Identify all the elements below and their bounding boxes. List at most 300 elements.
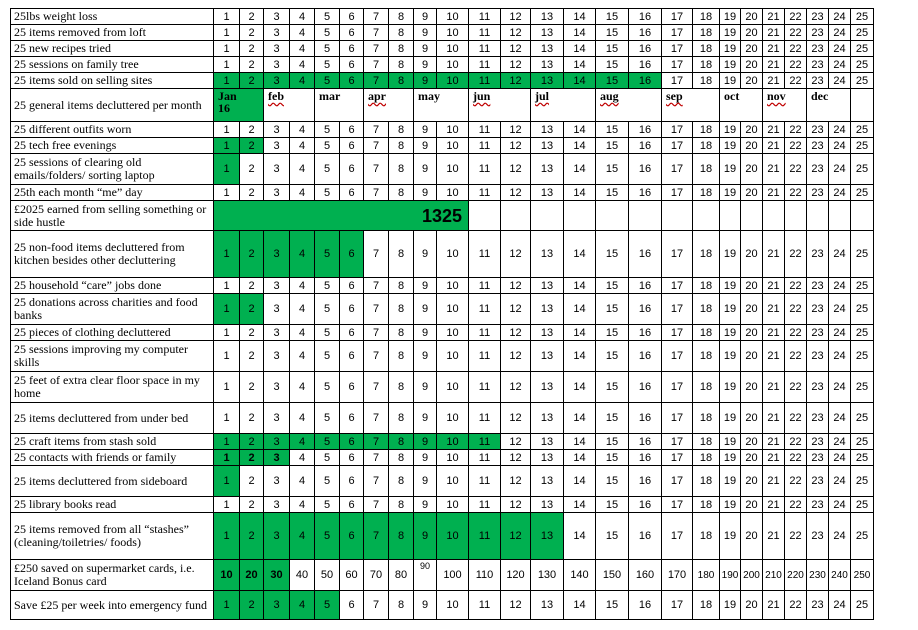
day-cell: 6 xyxy=(340,434,364,450)
day-cell: 17 xyxy=(662,41,693,57)
day-cell: 1 xyxy=(214,57,240,73)
day-cell: 10 xyxy=(437,497,469,513)
day-cell: 12 xyxy=(501,278,531,294)
day-cell: 3 xyxy=(264,341,290,372)
day-cell: 14 xyxy=(564,325,596,341)
day-cell: 16 xyxy=(629,138,662,154)
month-cell xyxy=(364,89,414,122)
day-cell: 20 xyxy=(741,497,763,513)
day-cell: 23 xyxy=(807,591,829,620)
day-cell: 20 xyxy=(741,73,763,89)
day-cell: 9 xyxy=(414,513,437,560)
day-cell: 12 xyxy=(501,138,531,154)
day-cell: 11 xyxy=(469,372,501,403)
day-cell: 15 xyxy=(596,294,629,325)
day-cell: 3 xyxy=(264,450,290,466)
day-cell: 15 xyxy=(596,57,629,73)
day-cell: 23 xyxy=(807,434,829,450)
day-cell: 2 xyxy=(240,122,264,138)
day-cell: 20 xyxy=(741,325,763,341)
day-cell: 24 xyxy=(829,41,851,57)
day-cell: 25 xyxy=(851,154,874,185)
goal-label: 25 items removed from all “stashes” (cleaning/toiletries/ foods) xyxy=(11,513,214,560)
day-cell: 14 xyxy=(564,466,596,497)
day-cell: 22 xyxy=(785,41,807,57)
day-cell: 12 xyxy=(501,325,531,341)
day-cell: 3 xyxy=(264,25,290,41)
day-cell: 9 xyxy=(414,57,437,73)
day-cell: 210 xyxy=(763,560,785,591)
day-cell: 120 xyxy=(501,560,531,591)
month-label: Jan xyxy=(218,89,237,103)
day-cell: 17 xyxy=(662,466,693,497)
day-cell: 14 xyxy=(564,185,596,201)
tracker-row xyxy=(11,41,874,57)
day-cell: 21 xyxy=(763,138,785,154)
day-cell: 6 xyxy=(340,372,364,403)
day-cell: 24 xyxy=(829,25,851,41)
day-cell: 18 xyxy=(693,450,720,466)
day-cell: 24 xyxy=(829,294,851,325)
day-cell: 24 xyxy=(829,450,851,466)
tracker-row xyxy=(11,434,874,450)
day-cell: 11 xyxy=(469,325,501,341)
day-cell: 12 xyxy=(501,497,531,513)
day-cell: 17 xyxy=(662,122,693,138)
day-cell: 8 xyxy=(389,294,414,325)
day-cell: 15 xyxy=(596,122,629,138)
day-cell: 18 xyxy=(693,325,720,341)
tracker-row xyxy=(11,89,874,122)
day-cell: 8 xyxy=(389,341,414,372)
day-cell: 9 xyxy=(414,41,437,57)
month-cell xyxy=(531,89,596,122)
day-cell: 13 xyxy=(531,466,564,497)
earned-total-cell: 1325 xyxy=(214,201,469,231)
empty-cell xyxy=(564,201,596,231)
day-cell: 11 xyxy=(469,231,501,278)
day-cell: 25 xyxy=(851,466,874,497)
tracker-row xyxy=(11,372,874,403)
day-cell: 16 xyxy=(629,154,662,185)
day-cell: 11 xyxy=(469,513,501,560)
day-cell: 2 xyxy=(240,185,264,201)
day-cell: 18 xyxy=(693,513,720,560)
tracker-row xyxy=(11,73,874,89)
day-cell: 7 xyxy=(364,466,389,497)
day-cell: 25 xyxy=(851,25,874,41)
day-cell: 21 xyxy=(763,41,785,57)
day-cell: 21 xyxy=(763,466,785,497)
day-cell: 8 xyxy=(389,73,414,89)
goal-label: 25 sessions improving my computer skills xyxy=(11,341,214,372)
day-cell: 16 xyxy=(629,341,662,372)
day-cell: 2 xyxy=(240,41,264,57)
day-cell: 10 xyxy=(437,278,469,294)
day-cell: 25 xyxy=(851,41,874,57)
day-cell: 2 xyxy=(240,513,264,560)
day-cell: 19 xyxy=(720,278,741,294)
day-cell: 18 xyxy=(693,122,720,138)
tracker-row xyxy=(11,231,874,278)
day-cell: 8 xyxy=(389,325,414,341)
day-cell: 14 xyxy=(564,513,596,560)
empty-cell xyxy=(741,201,763,231)
empty-cell xyxy=(501,201,531,231)
day-cell: 7 xyxy=(364,591,389,620)
day-cell: 17 xyxy=(662,25,693,41)
day-cell: 21 xyxy=(763,231,785,278)
day-cell: 6 xyxy=(340,57,364,73)
day-cell: 22 xyxy=(785,341,807,372)
goal-label: 25 different outfits worn xyxy=(11,122,214,138)
day-cell: 23 xyxy=(807,9,829,25)
day-cell: 17 xyxy=(662,9,693,25)
day-cell: 4 xyxy=(290,57,315,73)
day-cell: 10 xyxy=(437,122,469,138)
empty-cell xyxy=(785,201,807,231)
day-cell: 20 xyxy=(741,513,763,560)
day-cell: 15 xyxy=(596,403,629,434)
day-cell: 80 xyxy=(389,560,414,591)
day-cell: 9 xyxy=(414,278,437,294)
day-cell: 17 xyxy=(662,450,693,466)
day-cell: 1 xyxy=(214,450,240,466)
day-cell: 40 xyxy=(290,560,315,591)
day-cell: 10 xyxy=(437,450,469,466)
day-cell: 11 xyxy=(469,25,501,41)
day-cell: 20 xyxy=(741,25,763,41)
goal-label: 25 non-food items decluttered from kitchen besides other decluttering xyxy=(11,231,214,278)
day-cell: 9 xyxy=(414,325,437,341)
day-cell: 25 xyxy=(851,278,874,294)
day-cell: 7 xyxy=(364,372,389,403)
tracker-row xyxy=(11,185,874,201)
day-cell: 3 xyxy=(264,122,290,138)
day-cell: 21 xyxy=(763,73,785,89)
day-cell: 13 xyxy=(531,372,564,403)
day-cell: 2 xyxy=(240,154,264,185)
day-cell: 22 xyxy=(785,138,807,154)
day-cell: 6 xyxy=(340,73,364,89)
day-cell: 15 xyxy=(596,41,629,57)
day-cell: 22 xyxy=(785,73,807,89)
day-cell: 13 xyxy=(531,57,564,73)
day-cell: 3 xyxy=(264,372,290,403)
month-label: may xyxy=(418,89,440,103)
goal-label: 25 tech free evenings xyxy=(11,138,214,154)
day-cell: 19 xyxy=(720,513,741,560)
tracker-row xyxy=(11,403,874,434)
goal-label: 25 craft items from stash sold xyxy=(11,434,214,450)
day-cell: 14 xyxy=(564,231,596,278)
day-cell: 10 xyxy=(437,231,469,278)
day-cell: 17 xyxy=(662,591,693,620)
day-cell: 22 xyxy=(785,372,807,403)
day-cell: 10 xyxy=(437,372,469,403)
day-cell: 2 xyxy=(240,138,264,154)
day-cell: 10 xyxy=(437,9,469,25)
day-cell: 22 xyxy=(785,466,807,497)
day-cell: 5 xyxy=(315,9,340,25)
day-cell: 8 xyxy=(389,138,414,154)
day-cell: 8 xyxy=(389,372,414,403)
empty-cell xyxy=(851,89,874,122)
day-cell: 11 xyxy=(469,294,501,325)
day-cell: 6 xyxy=(340,41,364,57)
day-cell: 190 xyxy=(720,560,741,591)
day-cell: 12 xyxy=(501,466,531,497)
day-cell: 13 xyxy=(531,591,564,620)
day-cell: 4 xyxy=(290,9,315,25)
month-label: sep xyxy=(666,89,683,103)
day-cell: 22 xyxy=(785,231,807,278)
day-cell: 17 xyxy=(662,341,693,372)
day-cell: 3 xyxy=(264,591,290,620)
day-cell: 15 xyxy=(596,497,629,513)
day-cell: 6 xyxy=(340,497,364,513)
day-cell: 25 xyxy=(851,372,874,403)
empty-cell xyxy=(596,201,629,231)
day-cell: 15 xyxy=(596,154,629,185)
goal-label: 25 library books read xyxy=(11,497,214,513)
day-cell: 14 xyxy=(564,154,596,185)
day-cell: 4 xyxy=(290,25,315,41)
day-cell: 8 xyxy=(389,591,414,620)
day-cell: 16 xyxy=(629,57,662,73)
day-cell: 9 xyxy=(414,154,437,185)
day-cell: 140 xyxy=(564,560,596,591)
day-cell: 13 xyxy=(531,497,564,513)
day-cell: 5 xyxy=(315,185,340,201)
day-cell: 19 xyxy=(720,591,741,620)
day-cell: 9 xyxy=(414,73,437,89)
day-cell: 23 xyxy=(807,403,829,434)
day-cell: 13 xyxy=(531,403,564,434)
day-cell: 19 xyxy=(720,9,741,25)
day-cell: 25 xyxy=(851,231,874,278)
empty-cell xyxy=(807,201,829,231)
day-cell: 1 xyxy=(214,122,240,138)
day-cell: 20 xyxy=(741,372,763,403)
day-cell: 5 xyxy=(315,73,340,89)
day-cell: 24 xyxy=(829,325,851,341)
day-cell: 3 xyxy=(264,41,290,57)
month-label: apr xyxy=(368,89,386,103)
day-cell: 4 xyxy=(290,294,315,325)
day-cell: 11 xyxy=(469,154,501,185)
day-cell: 4 xyxy=(290,231,315,278)
day-cell: 13 xyxy=(531,341,564,372)
day-cell: 17 xyxy=(662,57,693,73)
day-cell: 4 xyxy=(290,497,315,513)
day-cell: 15 xyxy=(596,138,629,154)
day-cell: 8 xyxy=(389,122,414,138)
day-cell: 4 xyxy=(290,513,315,560)
day-cell: 2 xyxy=(240,325,264,341)
day-cell: 3 xyxy=(264,497,290,513)
day-cell: 1 xyxy=(214,591,240,620)
day-cell: 9 xyxy=(414,294,437,325)
day-cell: 14 xyxy=(564,403,596,434)
day-cell: 7 xyxy=(364,513,389,560)
day-cell: 4 xyxy=(290,41,315,57)
day-cell: 5 xyxy=(315,278,340,294)
day-cell: 19 xyxy=(720,122,741,138)
day-cell: 12 xyxy=(501,9,531,25)
day-cell: 23 xyxy=(807,73,829,89)
month-cell xyxy=(662,89,720,122)
tracker-row xyxy=(11,25,874,41)
day-cell: 10 xyxy=(437,138,469,154)
day-cell: 16 xyxy=(629,41,662,57)
day-cell: 12 xyxy=(501,341,531,372)
day-cell: 2 xyxy=(240,434,264,450)
day-cell: 1 xyxy=(214,403,240,434)
day-cell: 23 xyxy=(807,466,829,497)
day-cell: 6 xyxy=(340,294,364,325)
day-cell: 1 xyxy=(214,278,240,294)
day-cell: 23 xyxy=(807,25,829,41)
day-cell: 20 xyxy=(741,122,763,138)
day-cell: 20 xyxy=(741,341,763,372)
day-cell: 11 xyxy=(469,278,501,294)
day-cell: 230 xyxy=(807,560,829,591)
month-label: aug xyxy=(600,89,619,103)
day-cell: 13 xyxy=(531,231,564,278)
goal-label: 25 items decluttered from under bed xyxy=(11,403,214,434)
day-cell: 3 xyxy=(264,185,290,201)
day-cell: 4 xyxy=(290,185,315,201)
day-cell: 19 xyxy=(720,450,741,466)
day-cell: 24 xyxy=(829,138,851,154)
day-cell: 60 xyxy=(340,560,364,591)
day-cell: 4 xyxy=(290,278,315,294)
day-cell: 3 xyxy=(264,231,290,278)
day-cell: 22 xyxy=(785,403,807,434)
day-cell: 12 xyxy=(501,450,531,466)
day-cell: 6 xyxy=(340,185,364,201)
day-cell: 6 xyxy=(340,154,364,185)
day-cell: 16 xyxy=(629,497,662,513)
day-cell: 12 xyxy=(501,372,531,403)
day-cell: 11 xyxy=(469,122,501,138)
day-cell: 24 xyxy=(829,591,851,620)
day-cell: 20 xyxy=(741,278,763,294)
day-cell: 20 xyxy=(741,591,763,620)
day-cell: 4 xyxy=(290,138,315,154)
day-cell: 22 xyxy=(785,154,807,185)
day-cell: 24 xyxy=(829,122,851,138)
day-cell: 23 xyxy=(807,231,829,278)
day-cell: 7 xyxy=(364,154,389,185)
day-cell: 22 xyxy=(785,450,807,466)
day-cell: 17 xyxy=(662,513,693,560)
day-cell: 1 xyxy=(214,294,240,325)
day-cell: 23 xyxy=(807,122,829,138)
day-cell: 3 xyxy=(264,434,290,450)
goal-label: 25 feet of extra clear floor space in my home xyxy=(11,372,214,403)
day-cell: 4 xyxy=(290,450,315,466)
day-cell: 11 xyxy=(469,434,501,450)
day-cell: 14 xyxy=(564,57,596,73)
tracker-row xyxy=(11,560,874,591)
day-cell: 20 xyxy=(741,9,763,25)
day-cell: 19 xyxy=(720,73,741,89)
tracker-row xyxy=(11,154,874,185)
day-cell: 11 xyxy=(469,73,501,89)
day-cell: 8 xyxy=(389,450,414,466)
empty-cell xyxy=(531,201,564,231)
day-cell: 1 xyxy=(214,231,240,278)
goal-label: 25lbs weight loss xyxy=(11,9,214,25)
day-cell: 17 xyxy=(662,231,693,278)
goal-label: 25 contacts with friends or family xyxy=(11,450,214,466)
day-cell: 16 xyxy=(629,9,662,25)
day-cell: 7 xyxy=(364,231,389,278)
day-cell: 6 xyxy=(340,25,364,41)
day-cell: 6 xyxy=(340,403,364,434)
day-cell: 13 xyxy=(531,9,564,25)
day-cell: 23 xyxy=(807,513,829,560)
day-cell: 8 xyxy=(389,25,414,41)
tracker-row xyxy=(11,466,874,497)
day-cell: 7 xyxy=(364,341,389,372)
day-cell: 19 xyxy=(720,138,741,154)
month-cell xyxy=(414,89,469,122)
day-cell: 7 xyxy=(364,9,389,25)
day-cell: 8 xyxy=(389,434,414,450)
day-cell: 10 xyxy=(437,325,469,341)
day-cell: 20 xyxy=(741,57,763,73)
empty-cell xyxy=(469,201,501,231)
day-cell: 13 xyxy=(531,450,564,466)
day-cell: 9 xyxy=(414,122,437,138)
tracker-row xyxy=(11,201,874,231)
day-cell: 10 xyxy=(437,57,469,73)
day-cell: 70 xyxy=(364,560,389,591)
day-cell: 6 xyxy=(340,450,364,466)
day-cell: 130 xyxy=(531,560,564,591)
month-label: jul xyxy=(535,89,550,103)
day-cell: 90 xyxy=(414,560,437,591)
month-cell xyxy=(807,89,851,122)
month-cell xyxy=(763,89,807,122)
day-cell: 9 xyxy=(414,372,437,403)
day-cell: 25 xyxy=(851,138,874,154)
day-cell: 19 xyxy=(720,341,741,372)
month-label: feb xyxy=(268,89,284,103)
day-cell: 24 xyxy=(829,57,851,73)
goal-label: 25 items removed from loft xyxy=(11,25,214,41)
day-cell: 20 xyxy=(741,231,763,278)
day-cell: 23 xyxy=(807,278,829,294)
day-cell: 23 xyxy=(807,372,829,403)
day-cell: 13 xyxy=(531,325,564,341)
day-cell: 8 xyxy=(389,9,414,25)
day-cell: 18 xyxy=(693,73,720,89)
day-cell: 11 xyxy=(469,138,501,154)
day-cell: 100 xyxy=(437,560,469,591)
day-cell: 4 xyxy=(290,403,315,434)
day-cell: 10 xyxy=(437,73,469,89)
day-cell: 2 xyxy=(240,372,264,403)
day-cell: 12 xyxy=(501,231,531,278)
day-cell: 5 xyxy=(315,122,340,138)
day-cell: 21 xyxy=(763,57,785,73)
tracker-row xyxy=(11,294,874,325)
day-cell: 24 xyxy=(829,9,851,25)
